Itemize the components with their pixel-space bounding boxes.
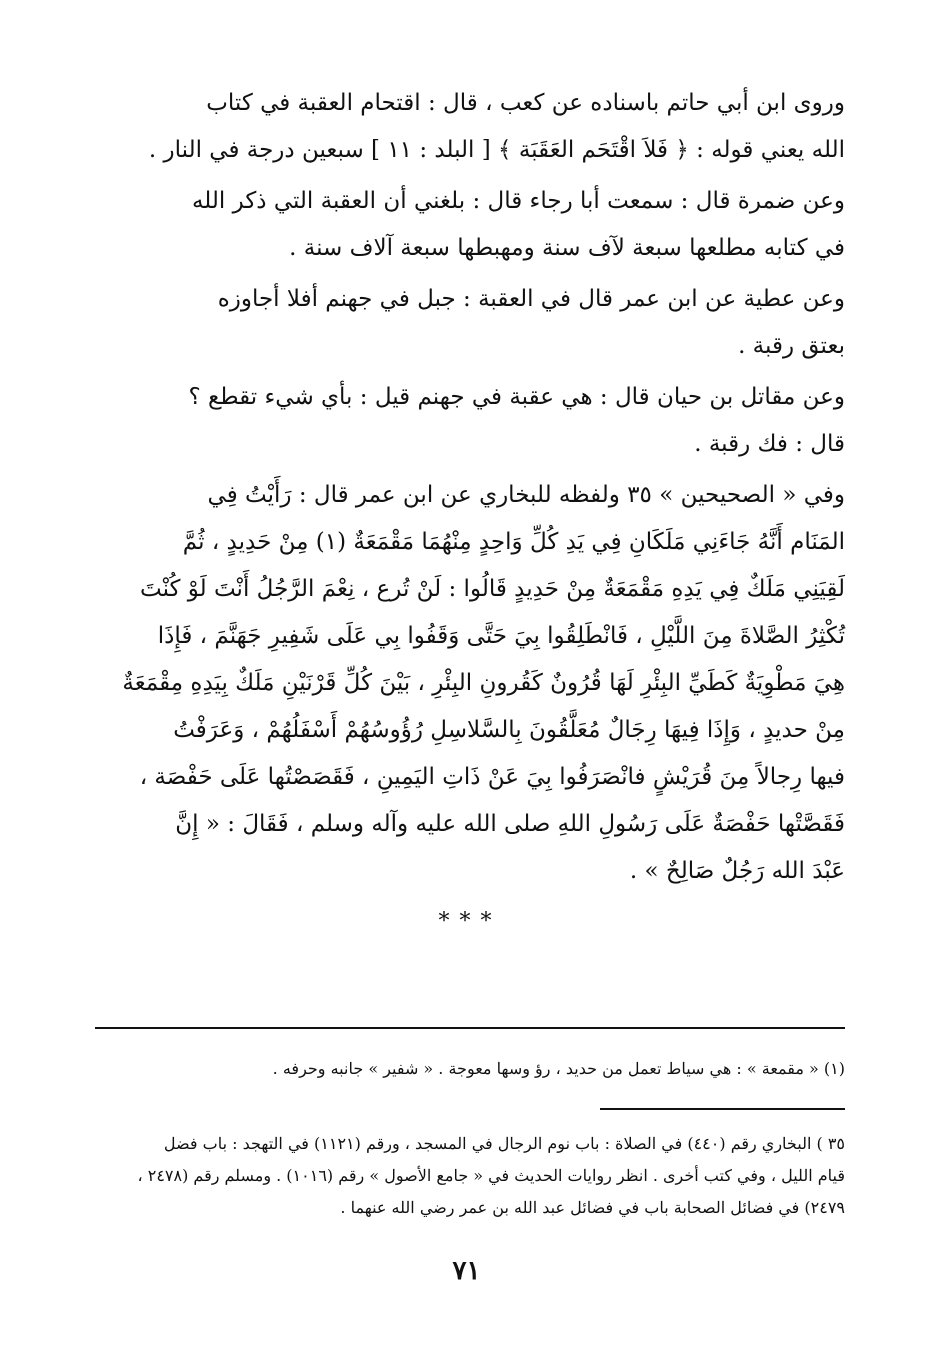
footnote-line: ٢٤٧٩) في فضائل الصحابة باب في فضائل عبد الله بن عمر رضي الله عنهما . <box>340 1198 845 1217</box>
text-line: فيها رِجالاً مِنَ قُرَيْشٍ فانْصَرَفُوا بِيَ عَنْ ذَاتِ اليَمِينِ ، فَقَصَصْتُها عَلَى حَفْصَة ، <box>139 764 845 790</box>
paragraph <box>95 80 845 174</box>
text-line: في كتابه مطلعها سبعة لآف سنة ومهبطها سبعة آلاف سنة . <box>289 235 845 261</box>
text-line: لَقِيَنِي مَلَكٌ فِي يَدِهِ مَقْمَعَةٌ مِنْ حَدِيدٍ قَالُوا : لَنْ تُرع ، نِعْمَ الرَّجُلُ أَنْتَ لَوْ كُنْتَ <box>139 576 845 602</box>
text-line: وعن عطية عن ابن عمر قال في العقبة : جبل في جهنم أفلا أجاوزه <box>217 286 845 312</box>
footnote-divider <box>95 1027 845 1029</box>
text-line: فَقَصَّتْها حَفْصَةٌ عَلَى رَسُولِ اللهِ صلى الله عليه وآله وسلم ، فَقَالَ : « إِنَّ <box>175 811 845 837</box>
page-number: ٧١ <box>452 1256 481 1286</box>
text-line: وعن مقاتل بن حيان قال : هي عقبة في جهنم قيل : بأي شيء تقطع ؟ <box>188 384 845 410</box>
footnote-35 <box>95 1128 845 1224</box>
text-line: مِنْ حديدٍ ، وَإِذَا فِيهَا رِجَالٌ مُعَلَّقُونَ بِالسَّلاسِلِ رُؤُوسُهُمْ أَسْفَلُهُمْ ، وَعَرَفْتُ <box>173 717 845 743</box>
text-line: وروى ابن أبي حاتم باسناده عن كعب ، قال : اقتحام العقبة في كتاب <box>206 90 845 116</box>
text-line: عَبْدَ الله رَجُلٌ صَالِحٌ » . <box>629 858 845 884</box>
section-separator: *** <box>438 909 502 934</box>
text-line: قال : فك رقبة . <box>694 431 845 457</box>
text-line: بعتق رقبة . <box>738 333 845 359</box>
text-line: وفي « الصحيحين » ٣٥ ولفظه للبخاري عن ابن عمر قال : رَأَيْتُ فِي <box>207 482 845 508</box>
paragraph <box>95 472 845 895</box>
footnote-divider-short <box>600 1108 845 1110</box>
footnote-line: قيام الليل ، وفي كتب أخرى . انظر روايات الحديث في « جامع الأصول » رقم (١٠١٦) . ومسلم رقم (٢٤٧٨ ، <box>137 1166 845 1185</box>
text-line: الله يعني قوله : ﴿ فَلاَ اقْتَحَم العَقَبَة ﴾ [ البلد : ١١ ] سبعين درجة في النار . <box>148 137 845 163</box>
footnote-1: (١) « مقمعة » : هي سياط تعمل من حديد ، رؤ وسها معوجة . « شفير » جانبه وحرفه . <box>272 1059 845 1078</box>
main-text <box>95 80 845 956</box>
text-line: وعن ضمرة قال : سمعت أبا رجاء قال : بلغني أن العقبة التي ذكر الله <box>191 188 845 214</box>
text-line: المَنَام أَنَّهُ جَاءَنِي مَلَكَانِ فِي يَدِ كُلِّ وَاحِدٍ مِنْهُمَا مَقْمَعَةٌ (١) مِنْ حَدِيدٍ ، ثُمَّ <box>182 529 845 555</box>
text-line: هِيَ مَطْوِيَةٌ كَطَيِّ البِئْرِ لَهَا قُرُونٌ كَقُرونِ البِئْرِ ، بَيْنَ كُلِّ قَرْنَيْنِ مَلَكٌ بِيَدِهِ مِقْمَعَةٌ <box>122 670 845 696</box>
footnote-line: ٣٥ ) البخاري رقم (٤٤٠) في الصلاة : باب نوم الرجال في المسجد ، ورقم (١١٢١) في التهجد : باب فضل <box>163 1134 845 1153</box>
text-line: تُكْثِرُ الصَّلاةَ مِنَ اللَّيْلِ ، فَانْطَلِقُوا بِيَ حَتَّى وَقَفُوا بِي عَلَى شَفِيرِ جَهَنَّمَ ، فَإِذَا <box>157 623 845 649</box>
paragraph <box>95 276 845 370</box>
paragraph <box>95 374 845 468</box>
paragraph <box>95 178 845 272</box>
